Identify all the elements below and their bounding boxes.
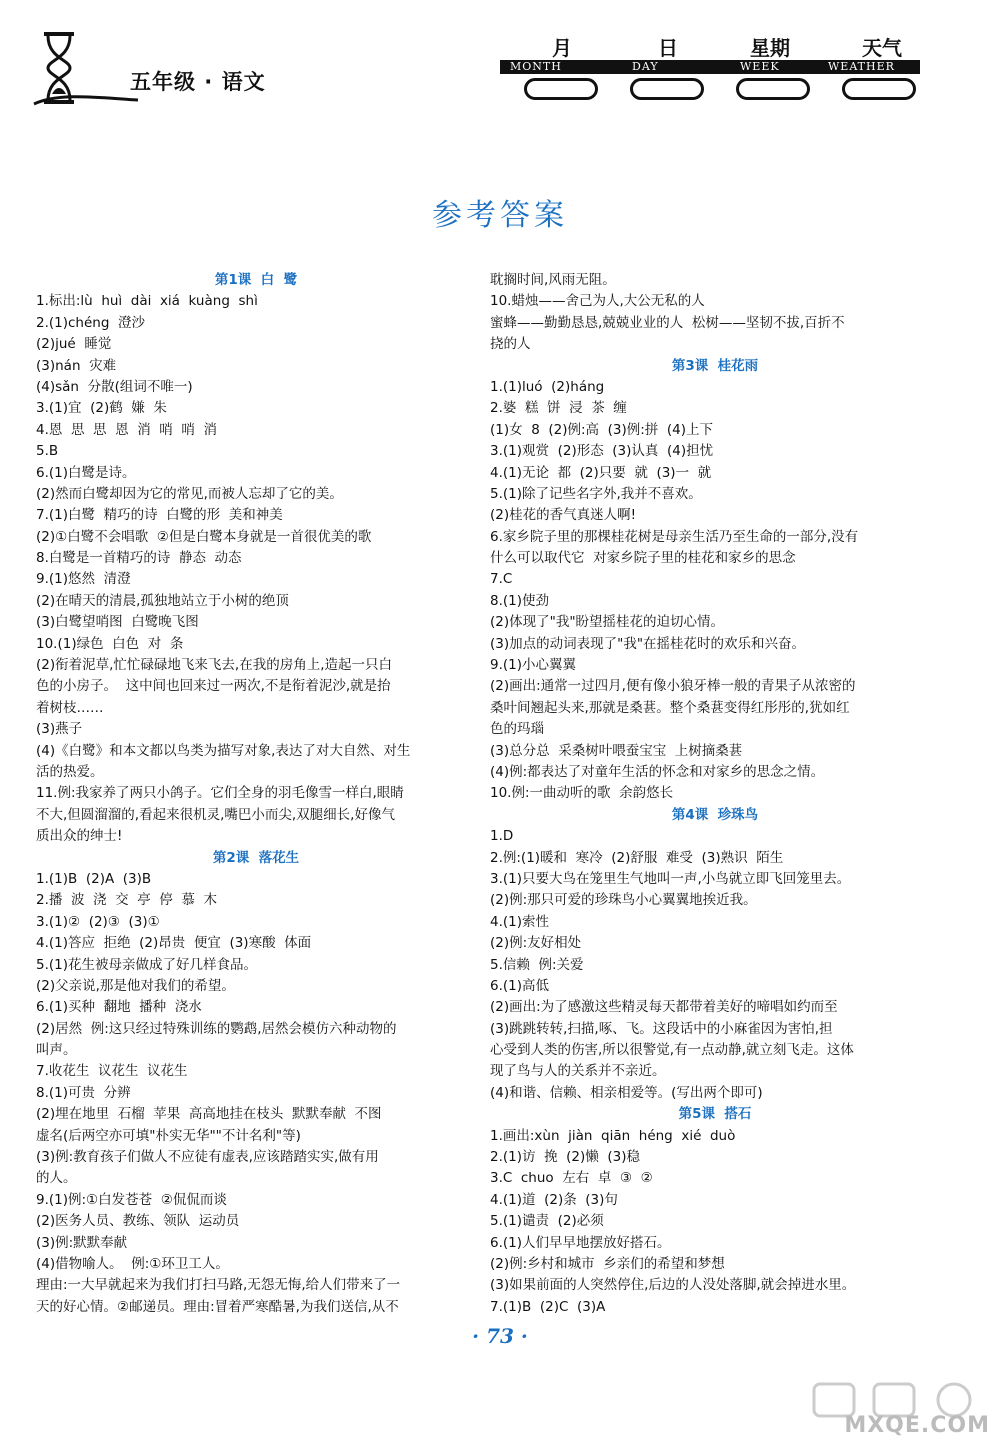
answer-line: (3)nán 灾难	[36, 357, 117, 374]
answer-line: 心受到人类的伤害,所以很警觉,有一点动静,就立刻飞走。这体	[490, 1042, 854, 1059]
answer-line: (2)例:那只可爱的珍珠鸟小心翼翼地挨近我。	[490, 892, 757, 909]
answer-line: 色的小房子。 这中间也回来过一两次,不是衔着泥沙,就是抬	[36, 678, 391, 695]
answer-line: 8.(1)可贵 分辨	[36, 1084, 131, 1101]
answer-line: 叫声。	[36, 1042, 77, 1059]
answer-line: (3)燕子	[36, 721, 83, 738]
lesson-heading: 第3课 桂花雨	[671, 357, 759, 374]
month-label: 月	[552, 36, 572, 60]
answer-line: 9.(1)小心翼翼	[490, 657, 577, 674]
answer-line: (2)然而白鹭却因为它的常见,而被人忘却了它的美。	[36, 485, 343, 502]
page-header	[0, 0, 1000, 120]
answer-line: 1.D	[490, 828, 514, 845]
answer-line: 1.(1)luó (2)háng	[490, 378, 605, 395]
answer-line: 7.(1)B (2)C (3)A	[490, 1298, 606, 1315]
hourglass-logo-icon	[30, 28, 140, 108]
answer-line: 4.(1)道 (2)条 (3)句	[490, 1191, 618, 1208]
answer-line: 7.(1)白鹭 精巧的诗 白鹭的形 美和神美	[36, 507, 283, 524]
answer-line: 什么可以取代它 对家乡院子里的桂花和家乡的思念	[490, 550, 796, 567]
answer-line: 1.画出:xùn jiàn qiān héng xié duò	[490, 1127, 736, 1144]
answer-line: 6.(1)人们早早地摆放好搭石。	[490, 1234, 671, 1251]
weather-bar-text: WEATHER	[828, 60, 895, 73]
answer-line: (3)白鹭望哨图 白鹭晚飞图	[36, 614, 199, 631]
answer-line: 4.(1)答应 拒绝 (2)昂贵 便宜 (3)寒酸 体面	[36, 935, 312, 952]
answer-line: (4)sǎn 分散(组词不唯一)	[36, 378, 193, 395]
day-label: 日	[658, 36, 678, 60]
answer-line: 10.(1)绿色 白色 对 条	[36, 635, 184, 652]
answer-line: 4.(1)索性	[490, 913, 550, 930]
day-bar-text: DAY	[632, 60, 659, 73]
answer-line: 5.B	[36, 443, 59, 460]
weather-field	[842, 78, 916, 100]
answer-line: (2)jué 睡觉	[36, 336, 112, 353]
watermark-url: MXQE.COM	[844, 1413, 990, 1438]
answer-line: 2.例:(1)暖和 寒冷 (2)舒服 难受 (3)熟识 陌生	[490, 849, 784, 866]
date-bar	[500, 60, 920, 74]
answer-line: (3)总分总 采桑树叶喂蚕宝宝 上树摘桑葚	[490, 742, 743, 759]
answer-line: 质出众的绅士!	[36, 828, 123, 845]
page-title: 参考答案	[432, 198, 568, 233]
answer-line: 蜜蜂——勤勤恳恳,兢兢业业的人 松树——坚韧不拔,百折不	[490, 314, 845, 331]
month-bar-text: MONTH	[510, 60, 562, 73]
answer-line: (2)①白鹭不会唱歌 ②但是白鹭本身就是一首很优美的歌	[36, 528, 372, 545]
answer-line: 9.(1)例:①白发苍苍 ②侃侃而谈	[36, 1191, 227, 1208]
answer-line: 4.恩 思 思 恩 消 哨 哨 消	[36, 421, 217, 438]
lesson-heading: 第1课 白 鹭	[214, 272, 298, 288]
answer-line: 2.(1)访 挽 (2)懒 (3)稳	[490, 1149, 640, 1166]
answer-line: (3)加点的动词表现了"我"在摇桂花时的欢乐和兴奋。	[490, 635, 806, 652]
answer-line: (2)体现了"我"盼望摇桂花的迫切心情。	[490, 614, 725, 631]
answer-line: 11.例:我家养了两只小鸽子。它们全身的羽毛像雪一样白,眼睛	[36, 785, 404, 802]
answer-line: (2)画出:为了感激这些精灵每天都带着美好的啼唱如约而至	[490, 999, 838, 1016]
answer-line: 6.(1)买种 翻地 播种 浇水	[36, 999, 202, 1016]
answer-line: 桑叶间翘起头来,那就是桑葚。整个桑葚变得红彤彤的,犹如红	[490, 699, 850, 716]
answer-line: (3)跳跳转转,扫描,啄、飞。这段话中的小麻雀因为害怕,担	[490, 1020, 833, 1037]
week-field	[736, 78, 810, 100]
answer-line: 现了鸟与人的关系并不亲近。	[490, 1063, 666, 1080]
grade-subject-label: 五年级 · 语文	[130, 70, 266, 94]
answer-line: (3)例:默默奉献	[36, 1234, 128, 1251]
answer-line: 10.例:一曲动听的歌 余韵悠长	[490, 785, 674, 802]
answer-line: 3.(1)观赏 (2)形态 (3)认真 (4)担忧	[490, 443, 714, 460]
answer-column-left	[36, 270, 476, 1318]
answer-line: 活的热爱。	[36, 763, 104, 780]
page-number: · 73 ·	[472, 1324, 528, 1348]
answer-line: 8.白鹭是一首精巧的诗 静态 动态	[36, 550, 242, 567]
answer-line: 4.(1)无论 都 (2)只要 就 (3)一 就	[490, 464, 712, 481]
answer-line: 3.(1)宜 (2)鹤 嫌 朱	[36, 400, 167, 417]
answer-line: 2.(1)chéng 澄沙	[36, 314, 145, 331]
answer-line: 1.标出:lù huì dài xiá kuàng shì	[36, 293, 258, 310]
answer-line: 10.蜡烛——舍己为人,大公无私的人	[490, 293, 705, 310]
answer-line: 耽搁时间,风雨无阻。	[490, 272, 616, 288]
answer-line: 2.播 波 浇 交 亭 停 慕 木	[36, 892, 217, 909]
answer-line: 色的玛瑙	[490, 721, 544, 738]
answer-line: (2)衔着泥草,忙忙碌碌地飞来飞去,在我的房角上,造起一只白	[36, 657, 392, 674]
answer-line: 7.收花生 议花生 议花生	[36, 1063, 188, 1080]
answer-line: 5.(1)花生被母亲做成了好几样食品。	[36, 956, 258, 973]
answer-line: (3)例:教育孩子们做人不应徒有虚表,应该踏踏实实,做有用	[36, 1149, 379, 1166]
week-bar-text: WEEK	[740, 60, 780, 73]
answer-line: (2)居然 例:这只经过特殊训练的鹦鹉,居然会模仿六种动物的	[36, 1020, 397, 1037]
answer-line: 天的好心情。②邮递员。理由:冒着严寒酷暑,为我们送信,从不	[36, 1298, 399, 1315]
answer-line: 不大,但圆溜溜的,看起来很机灵,嘴巴小而尖,双腿细长,好像气	[36, 806, 395, 823]
answer-line: (4)例:都表达了对童年生活的怀念和对家乡的思念之情。	[490, 763, 825, 780]
answer-line: (3)如果前面的人突然停住,后边的人没处落脚,就会掉进水里。	[490, 1277, 856, 1294]
answer-line: (4)《白鹭》和本文都以鸟类为描写对象,表达了对大自然、对生	[36, 742, 411, 759]
answer-line: (2)父亲说,那是他对我们的希望。	[36, 977, 235, 994]
answer-line: (2)埋在地里 石榴 苹果 高高地挂在枝头 默默奉献 不图	[36, 1106, 382, 1123]
answer-line: (4)和谐、信赖、相亲相爱等。(写出两个即可)	[490, 1084, 763, 1101]
answer-line: 3.(1)只要大鸟在笼里生气地叫一声,小鸟就立即飞回笼里去。	[490, 870, 851, 887]
answer-line: 5.(1)谴责 (2)必须	[490, 1213, 604, 1230]
answer-line: 着树枝……	[36, 699, 104, 716]
answer-line: 2.婆 糕 饼 浸 茶 缠	[490, 400, 627, 417]
answer-line: (4)借物喻人。 例:①环卫工人。	[36, 1255, 229, 1272]
answer-line: 8.(1)使劲	[490, 592, 550, 609]
answer-line: 3.(1)② (2)③ (3)①	[36, 913, 160, 930]
answer-line: 1.(1)B (2)A (3)B	[36, 870, 152, 887]
answer-line: 5.信赖 例:关爱	[490, 956, 584, 973]
answer-line: 挠的人	[490, 336, 531, 353]
answer-line: (2)画出:通常一过四月,便有像小狼牙棒一般的青果子从浓密的	[490, 678, 856, 695]
answer-line: (2)医务人员、教练、领队 运动员	[36, 1213, 240, 1230]
date-labels	[500, 32, 920, 58]
answer-line: (2)例:乡村和城市 乡亲们的希望和梦想	[490, 1255, 725, 1272]
week-label: 星期	[750, 36, 790, 60]
answer-line: 6.(1)高低	[490, 977, 550, 994]
answer-line: 的人。	[36, 1170, 77, 1187]
answer-line: 3.C chuo 左右 卓 ③ ②	[490, 1170, 653, 1187]
answer-line: 9.(1)悠然 清澄	[36, 571, 131, 588]
answer-line: (2)桂花的香气真迷人啊!	[490, 507, 637, 524]
month-field	[524, 78, 598, 100]
answer-line: (1)女 8 (2)例:高 (3)例:拼 (4)上下	[490, 421, 714, 438]
lesson-heading: 第2课 落花生	[212, 849, 300, 866]
answer-line: 7.C	[490, 571, 513, 588]
answer-line: 虚名(后两空亦可填"朴实无华""不计名利"等)	[36, 1127, 301, 1144]
day-field	[630, 78, 704, 100]
answer-line: (2)例:友好相处	[490, 935, 582, 952]
answer-line: 6.家乡院子里的那棵桂花树是母亲生活乃至生命的一部分,没有	[490, 528, 859, 545]
answer-column-right	[490, 270, 940, 1318]
answer-line: 5.(1)除了记些名字外,我并不喜欢。	[490, 485, 702, 502]
answer-line: 6.(1)白鹭是诗。	[36, 464, 136, 481]
answer-line: (2)在晴天的清晨,孤独地站立于小树的绝顶	[36, 592, 289, 609]
answer-line: 理由:一大早就起来为我们打扫马路,无怨无悔,给人们带来了一	[36, 1277, 401, 1294]
watermark	[810, 1380, 990, 1440]
lesson-heading: 第4课 珍珠鸟	[671, 806, 759, 823]
weather-label: 天气	[862, 36, 902, 60]
lesson-heading: 第5课 搭石	[678, 1106, 752, 1123]
